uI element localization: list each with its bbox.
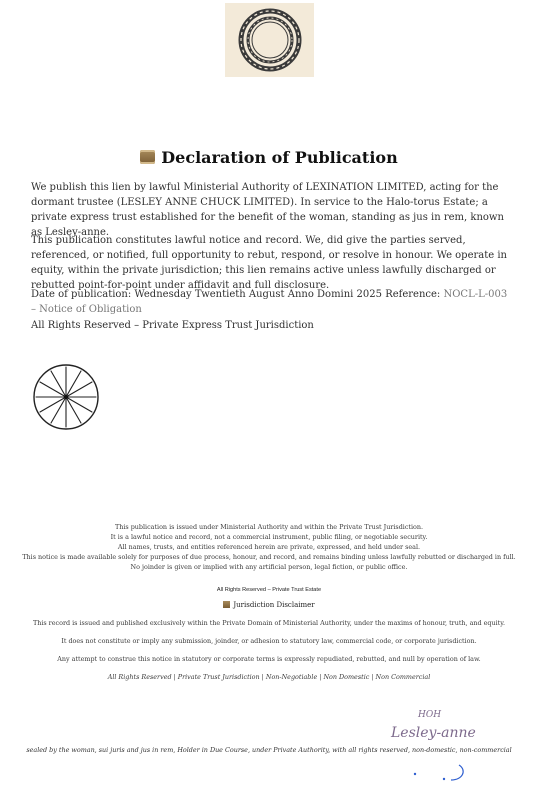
paragraph-notice: This publication constitutes lawful notice and record. We, did give the parties served, referenced, or notified, full opportunity to rebut, respond, or resolve in honour. We operate in equity, within the private jurisdiction; this lien remains active unless lawfully discharged or rebutted point-for-point under affidavit and full disclosure. — [31, 235, 507, 291]
rights-reserved-line: All Rights Reserved – Private Trust Estate — [216, 587, 322, 593]
scroll-icon — [223, 601, 230, 608]
footer-line: All names, trusts, and entities referenced herein are private, expressed, and held under seal. — [117, 543, 421, 551]
footer-line: This publication is issued under Ministerial Authority and within the Private Trust Jurisdiction. — [114, 523, 424, 531]
disclaimer-line: It does not constitute or imply any submission, joinder, or adhesion to statutory law, commercial code, or corporate jurisdiction. — [61, 637, 477, 645]
paragraph-authority: We publish this lien by lawful Ministerial Authority of LEXINATION LIMITED, acting for the dormant trustee (LESLEY ANNE CHUCK LIMITED). In service to the Halo-torus Estate; a private express trust established for the benefit of the woman, standing as jus in rem, known as Lesley-anne. — [31, 182, 504, 238]
signature-monogram: HOH — [418, 710, 442, 720]
blue-mark-icon — [411, 760, 471, 784]
celtic-knot-emblem — [225, 3, 314, 77]
footer-statement — [18, 522, 520, 572]
reference-text: NOCL-L-003 – Notice of Obligation — [31, 289, 508, 315]
page-title — [0, 148, 538, 167]
spoked-wheel-icon — [31, 362, 101, 432]
sealed-statement: sealed by the woman, sui juris and jus in rem, Holder in Due Course, under Private Authority, with all rights reserved, non-domestic, non-commercial — [26, 746, 512, 754]
jurisdiction-tagline: All Rights Reserved | Private Trust Jurisdiction | Non-Negotiable | Non Domestic | Non Commercial — [107, 673, 431, 681]
footer-line: This notice is made available solely for purposes of due process, honour, and record, and remains binding unless lawfully rebutted or discharged in full. No joinder is given or implied with any artificial person, legal fiction, or public office. — [22, 553, 516, 571]
disclaimer-line: Any attempt to construe this notice in statutory or corporate terms is expressly repudiated, rebutted, and null by operation of law. — [57, 655, 481, 663]
signature-name: Lesley-anne — [391, 725, 476, 741]
title-text: Declaration of Publication — [161, 148, 398, 167]
date-text: Date of publication: Wednesday Twentieth August Anno Domini 2025 Reference: — [31, 289, 441, 300]
publication-date-line — [31, 287, 514, 317]
scroll-icon — [140, 150, 155, 164]
disclaimer-line: This record is issued and published exclusively within the Private Domain of Ministerial Authority, under the maxims of honour, truth, and equity. — [32, 619, 506, 627]
disclaimer-heading-text: Jurisdiction Disclaimer — [233, 601, 315, 609]
disclaimer-heading — [18, 600, 520, 610]
celtic-knot-icon — [235, 5, 305, 75]
rights-line: All Rights Reserved – Private Express Trust Jurisdiction — [31, 320, 314, 331]
footer-line: It is a lawful notice and record, not a commercial instrument, public filing, or negotiable security. — [110, 533, 428, 541]
